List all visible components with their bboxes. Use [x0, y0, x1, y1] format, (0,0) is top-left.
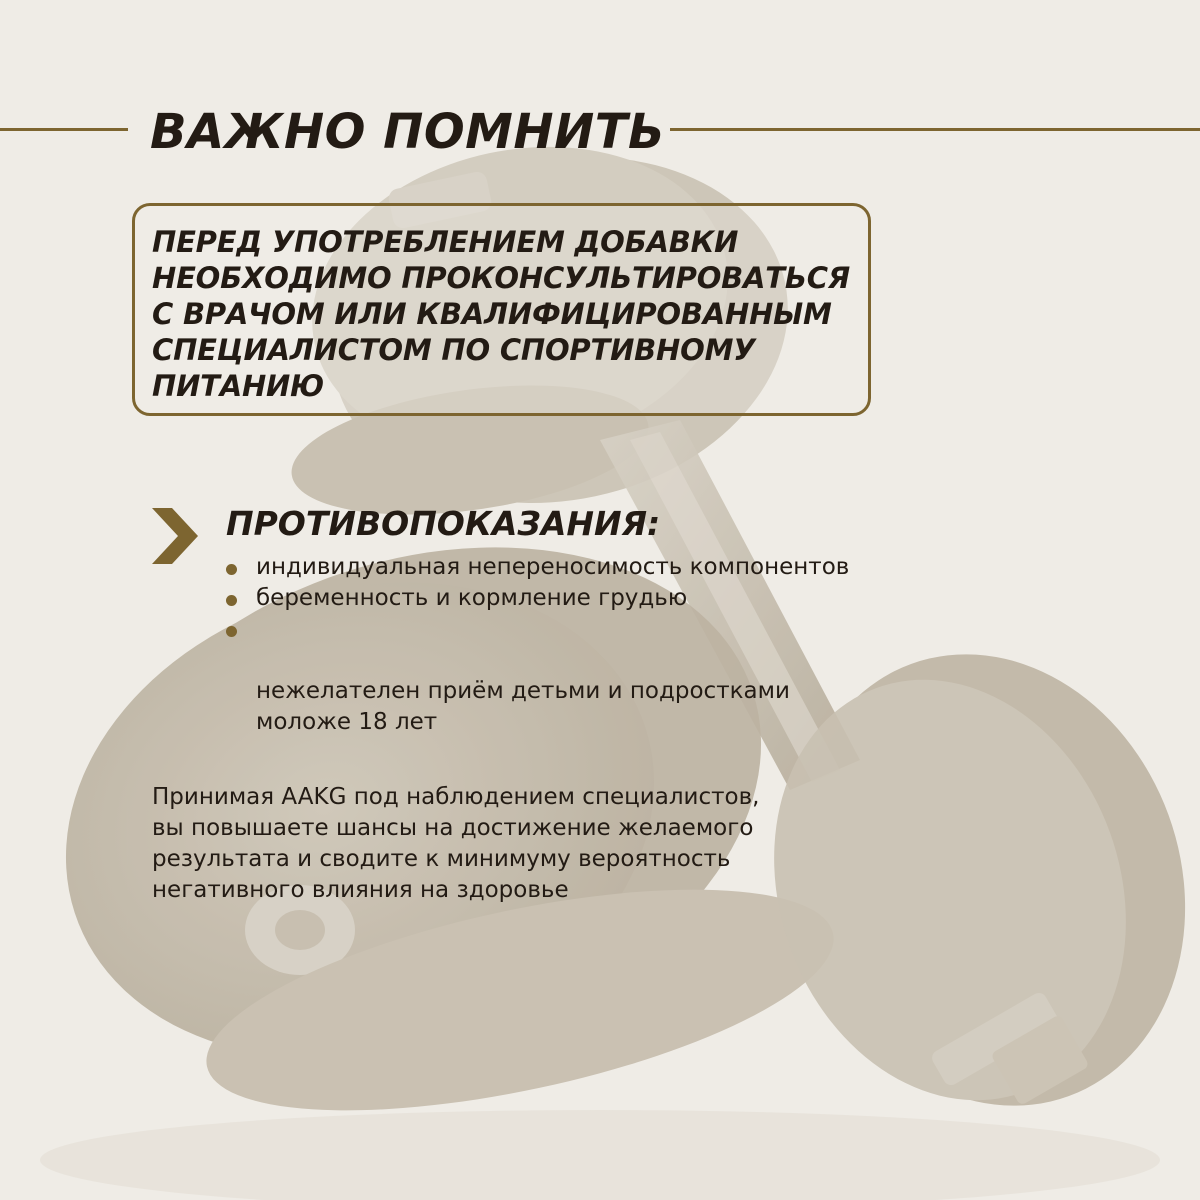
list-item: [226, 552, 966, 583]
page-title: ВАЖНО ПОМНИТЬ: [150, 104, 666, 160]
bullet-dot-icon: [226, 595, 237, 606]
list-item: [226, 614, 966, 738]
list-item-text: индивидуальная непереносимость компонентов: [256, 554, 850, 580]
contraindications-heading: ПРОТИВОПОКАЗАНИЯ:: [226, 504, 661, 543]
warning-box: [132, 203, 871, 416]
bullet-dot-icon: [226, 626, 237, 637]
warning-text: ПЕРЕД УПОТРЕБЛЕНИЕМ ДОБАВКИ НЕОБХОДИМО ПРОКОНСУЛЬТИРОВАТЬСЯ С ВРАЧОМ ИЛИ КВАЛИФИЦИРОВАННЫМ СПЕЦИАЛИСТОМ ПО СПОРТИВНОМУ ПИТАНИЮ: [152, 225, 850, 403]
header-rule-left: [0, 128, 128, 131]
list-item-text: беременность и кормление грудью: [256, 585, 688, 611]
list-item-text: нежелателен приём детьми и подростками моложе 18 лет: [256, 678, 790, 735]
closing-paragraph: Принимая AAKG под наблюдением специалистов, вы повышаете шансы на достижение желаемого результата и сводите к минимуму вероятность негативного влияния на здоровье: [152, 784, 760, 903]
floor-reflection: [40, 1110, 1160, 1200]
contraindications-list: [226, 552, 966, 738]
header-rule-right: [670, 128, 1200, 131]
bullet-dot-icon: [226, 564, 237, 575]
chevron-right-icon: [152, 508, 198, 564]
list-item: [226, 583, 966, 614]
